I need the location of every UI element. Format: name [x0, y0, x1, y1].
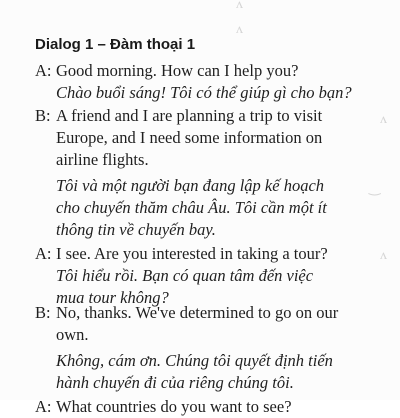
speaker-label: A:	[35, 61, 52, 80]
english-line: Good morning. How can I help you?	[56, 61, 299, 80]
vietnamese-line: Tôi hiểu rồi. Bạn có quan tâm đến việc	[56, 266, 314, 285]
speaker-label: A:	[35, 397, 52, 416]
vietnamese-line: Chào buổi sáng! Tôi có thể giúp gì cho bạn?	[56, 83, 352, 102]
english-line: I see. Are you interested in taking a tour?	[56, 244, 328, 263]
show-through-text: ʌ ʌ ʌ ‿ ʌ	[236, 0, 387, 263]
english-line: What countries do you want to see?	[56, 397, 292, 416]
english-line: airline flights.	[56, 150, 149, 169]
vietnamese-line: cho chuyến thăm châu Âu. Tôi cần một ít	[56, 198, 327, 217]
vietnamese-line: hành chuyến đi của riêng chúng tôi.	[56, 373, 294, 392]
speaker-label: B:	[35, 106, 51, 125]
vietnamese-line: thông tin về chuyến bay.	[56, 220, 216, 239]
english-line: A friend and I are planning a trip to visit	[56, 106, 323, 125]
english-line: own.	[56, 325, 89, 344]
english-line: No, thanks. We've determined to go on our	[56, 303, 339, 322]
speaker-label: A:	[35, 244, 52, 263]
vietnamese-line: Không, cám ơn. Chúng tôi quyết định tiến	[56, 351, 333, 370]
dialog-heading: Dialog 1 – Đàm thoại 1	[35, 36, 196, 53]
vietnamese-line: mua tour không?	[56, 288, 169, 307]
vietnamese-line: Tôi và một người bạn đang lập kế hoạch	[56, 176, 325, 195]
speaker-label: B:	[35, 303, 51, 322]
english-line: Europe, and I need some information on	[56, 128, 323, 147]
